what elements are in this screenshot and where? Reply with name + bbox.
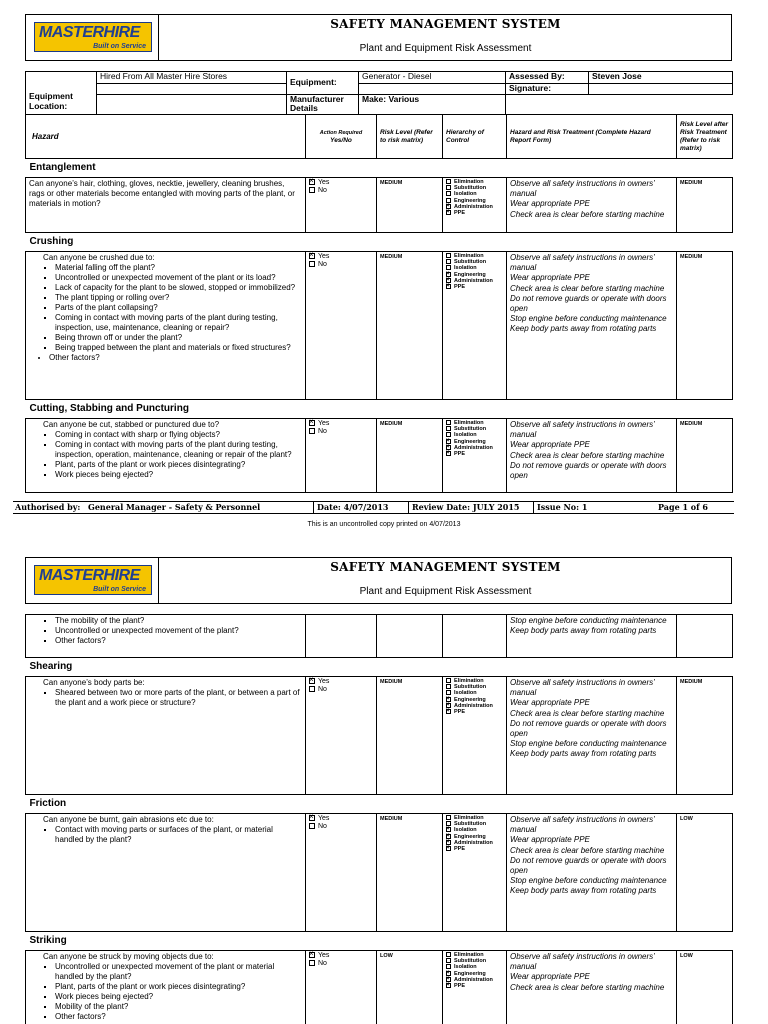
treatment-list: Observe all safety instructions in owners’ manual Wear appropriate PPE Check area is clear before starting machine [507, 951, 677, 1024]
hazard-table [25, 114, 733, 493]
col-hierarchy: Hierarchy of Control [443, 115, 507, 159]
footer-date: Date: 4/07/2013 [313, 502, 388, 513]
risk-level: MEDIUM [377, 677, 443, 795]
yes-checkbox[interactable] [309, 179, 315, 185]
treatment-list: Observe all safety instructions in owners’ manual Wear appropriate PPE Check area is clear before starting machine Do not remove guards or operate with doors open Stop engine before conducting maintenance Keep body parts away from rotating parts [507, 677, 677, 795]
signature-label: Signature: [506, 84, 589, 95]
page-header [25, 14, 732, 61]
treatment-list: Observe all safety instructions in owners’ manual Wear appropriate PPE Check area is clear before starting machine Do not remove guards or operate with doors open Stop engine before conducting maintenance Keep body parts away from rotating parts [507, 252, 677, 400]
no-checkbox[interactable] [309, 428, 315, 434]
yes-checkbox[interactable] [309, 815, 315, 821]
hazard-description: Can anyone be burnt, gain abrasions etc due to: ▪ Contact with moving parts or surfaces of the plant, or material handled by the plant? [26, 814, 306, 932]
make-value: Make: Various [359, 94, 506, 114]
uncontrolled-copy-note: This is an uncontrolled copy printed on 4/07/2013 [307, 521, 461, 528]
masterhire-logo [34, 22, 152, 52]
document-subtitle: Plant and Equipment Risk Assessment [359, 586, 532, 597]
risk-level: MEDIUM [377, 419, 443, 493]
no-checkbox[interactable] [309, 261, 315, 267]
hazard-row-shearing [26, 677, 733, 795]
document-subtitle: Plant and Equipment Risk Assessment [359, 43, 532, 54]
col-risk: Risk Level (Refer to risk matrix) [377, 115, 443, 159]
location-blank-1 [97, 84, 287, 95]
action-checkboxes: ×Yes No [306, 252, 377, 400]
hierarchy-checkboxes: Elimination Substitution Isolation ×Engineering ×Administration ×PPE [443, 951, 507, 1024]
col-action: Action Required Yes/No [306, 115, 377, 159]
yes-checkbox[interactable] [309, 420, 315, 426]
treatment-list: Observe all safety instructions in owners’ manual Wear appropriate PPE Check area is clear before starting machine [507, 178, 677, 233]
footer-review-date: Review Date: JULY 2015 [408, 502, 519, 513]
hazard-table-2 [25, 614, 733, 1024]
no-checkbox[interactable] [309, 686, 315, 692]
hazard-row-striking [26, 951, 733, 1024]
logo-cell [26, 15, 159, 60]
authorised-label: Authorised by: [15, 502, 81, 512]
equipment-blank [359, 84, 506, 95]
logo-text: MASTERHIRE [39, 567, 140, 584]
action-checkboxes: ×Yes No [306, 419, 377, 493]
footer-issue: Issue No: 1 [533, 502, 587, 513]
yes-checkbox[interactable] [309, 952, 315, 958]
action-checkboxes: ×Yes No [306, 951, 377, 1024]
treatment-list: Observe all safety instructions in owners’ manual Wear appropriate PPE Check area is clear before starting machine Do not remove guards or operate with doors open Stop engine before conducting maintenance Keep body parts away from rotating parts [507, 814, 677, 932]
hierarchy-checkboxes: Elimination Substitution ×Isolation ×Engineering ×Administration ×PPE [443, 814, 507, 932]
section-crushing: Crushing [26, 233, 733, 252]
location-value: Hired From All Master Hire Stores [97, 72, 287, 84]
hierarchy-checkboxes: Elimination Substitution Isolation Engineering ×Administration ×PPE [443, 178, 507, 233]
document-title: SAFETY MANAGEMENT SYSTEM [330, 17, 561, 31]
hazard-row-friction [26, 814, 733, 932]
signature-value [589, 84, 733, 95]
assessed-value: Steven Jose [589, 72, 733, 84]
authorised-value: General Manager - Safety & Personnel [88, 502, 261, 512]
equipment-label: Equipment: [287, 72, 359, 95]
hierarchy-checkboxes: Elimination Substitution Isolation ×Engineering ×Administration ×PPE [443, 419, 507, 493]
hazard-description: Can anyone be cut, stabbed or punctured due to? ▪ Coming in contact with sharp or flying objects? ▪ Coming in contact with moving parts of the plant during testing, inspection, operation, maintenance, cleaning or repair of the plant? ▪ Plant, parts of the plant or work pieces disintegrating? ▪ Work pieces being ejected? [26, 419, 306, 493]
col-hazard: Hazard [26, 115, 306, 159]
hierarchy-checkboxes: Elimination Substitution Isolation ×Engineering ×Administration ×PPE [443, 677, 507, 795]
hazard-description: Can anyone be crushed due to: ▪ Material falling off the plant? ▪ Uncontrolled or unexpected movement of the plant or its load? ▪ Lack of capacity for the plant to be slowed, stopped or immobilized? ▪ The plant tipping or rolling over? ▪ Parts of the plant collapsing? ▪ Coming in contact with moving parts of the plant during testing, inspection, use, maintenance, cleaning or repair? ▪ Being thrown off or under the plant? ▪ Being trapped between the plant and materials or fixed structures? • Other factors? [26, 252, 306, 400]
risk-after: LOW [677, 951, 733, 1024]
section-friction: Friction [26, 795, 733, 814]
logo-tagline: Built on Service [93, 43, 146, 50]
logo-cell [26, 558, 159, 603]
col-treatment: Hazard and Risk Treatment (Complete Hazard Report Form) [507, 115, 677, 159]
action-checkboxes: ×Yes No [306, 814, 377, 932]
page-header-2 [25, 557, 732, 604]
section-entanglement: Entanglement [26, 159, 733, 178]
document-title: SAFETY MANAGEMENT SYSTEM [330, 560, 561, 574]
hazard-row-entanglement [26, 178, 733, 233]
location-label: Equipment Location: [26, 72, 97, 115]
no-checkbox[interactable] [309, 823, 315, 829]
risk-after: MEDIUM [677, 677, 733, 795]
yes-checkbox[interactable] [309, 253, 315, 259]
risk-after: LOW [677, 814, 733, 932]
page-footer [13, 501, 734, 514]
risk-after: MEDIUM [677, 419, 733, 493]
treatment-list: Observe all safety instructions in owners’ manual Wear appropriate PPE Check area is clear before starting machine Do not remove guards or operate with doors open [507, 419, 677, 493]
hazard-description: ▪ The mobility of the plant? ▪ Uncontrolled or unexpected movement of the plant? ▪ Other factors? [26, 615, 306, 658]
section-cutting: Cutting, Stabbing and Puncturing [26, 400, 733, 419]
col-after: Risk Level after Risk Treatment (Refer to risk matrix) [677, 115, 733, 159]
action-checkboxes: ×Yes No [306, 677, 377, 795]
risk-level: MEDIUM [377, 814, 443, 932]
hazard-description: Can anyone’s hair, clothing, gloves, necktie, jewellery, cleaning brushes, rags or other materials become entangled with moving parts of the plant, or materials in motion? [26, 178, 306, 233]
section-shearing: Shearing [26, 658, 733, 677]
treatment-list: Stop engine before conducting maintenance Keep body parts away from rotating parts [507, 615, 677, 658]
risk-level: LOW [377, 951, 443, 1024]
footer-page: Page 1 of 6 [658, 502, 708, 512]
hazard-description: Can anyone’s body parts be: ▪ Sheared between two or more parts of the plant, or between a part of the plant and a work piece or structure? [26, 677, 306, 795]
action-checkboxes: ×Yes No [306, 178, 377, 233]
logo-text: MASTERHIRE [39, 24, 140, 41]
hazard-row-continued [26, 615, 733, 658]
hazard-row-crushing [26, 252, 733, 400]
hazard-row-cutting [26, 419, 733, 493]
no-checkbox[interactable] [309, 960, 315, 966]
assessed-label: Assessed By: [506, 72, 589, 84]
masterhire-logo [34, 565, 152, 595]
logo-tagline: Built on Service [93, 586, 146, 593]
yes-checkbox[interactable] [309, 678, 315, 684]
risk-level: MEDIUM [377, 252, 443, 400]
risk-after: MEDIUM [677, 178, 733, 233]
no-checkbox[interactable] [309, 187, 315, 193]
equipment-value: Generator - Diesel [359, 72, 506, 84]
equipment-info-table [25, 71, 733, 115]
hierarchy-checkboxes: Elimination Substitution Isolation ×Engineering ×Administration ×PPE [443, 252, 507, 400]
location-blank-2 [97, 94, 287, 114]
section-striking: Striking [26, 932, 733, 951]
manufacturer-label: Manufacturer Details [287, 94, 359, 114]
risk-after: MEDIUM [677, 252, 733, 400]
hazard-description: Can anyone be struck by moving objects due to: ▪ Uncontrolled or unexpected movement of the plant or material handled by the plant? ▪ Plant, parts of the plant or work pieces disintegrating? ▪ Work pieces being ejected? ▪ Mobility of the plant? ▪ Other factors? [26, 951, 306, 1024]
risk-level: MEDIUM [377, 178, 443, 233]
